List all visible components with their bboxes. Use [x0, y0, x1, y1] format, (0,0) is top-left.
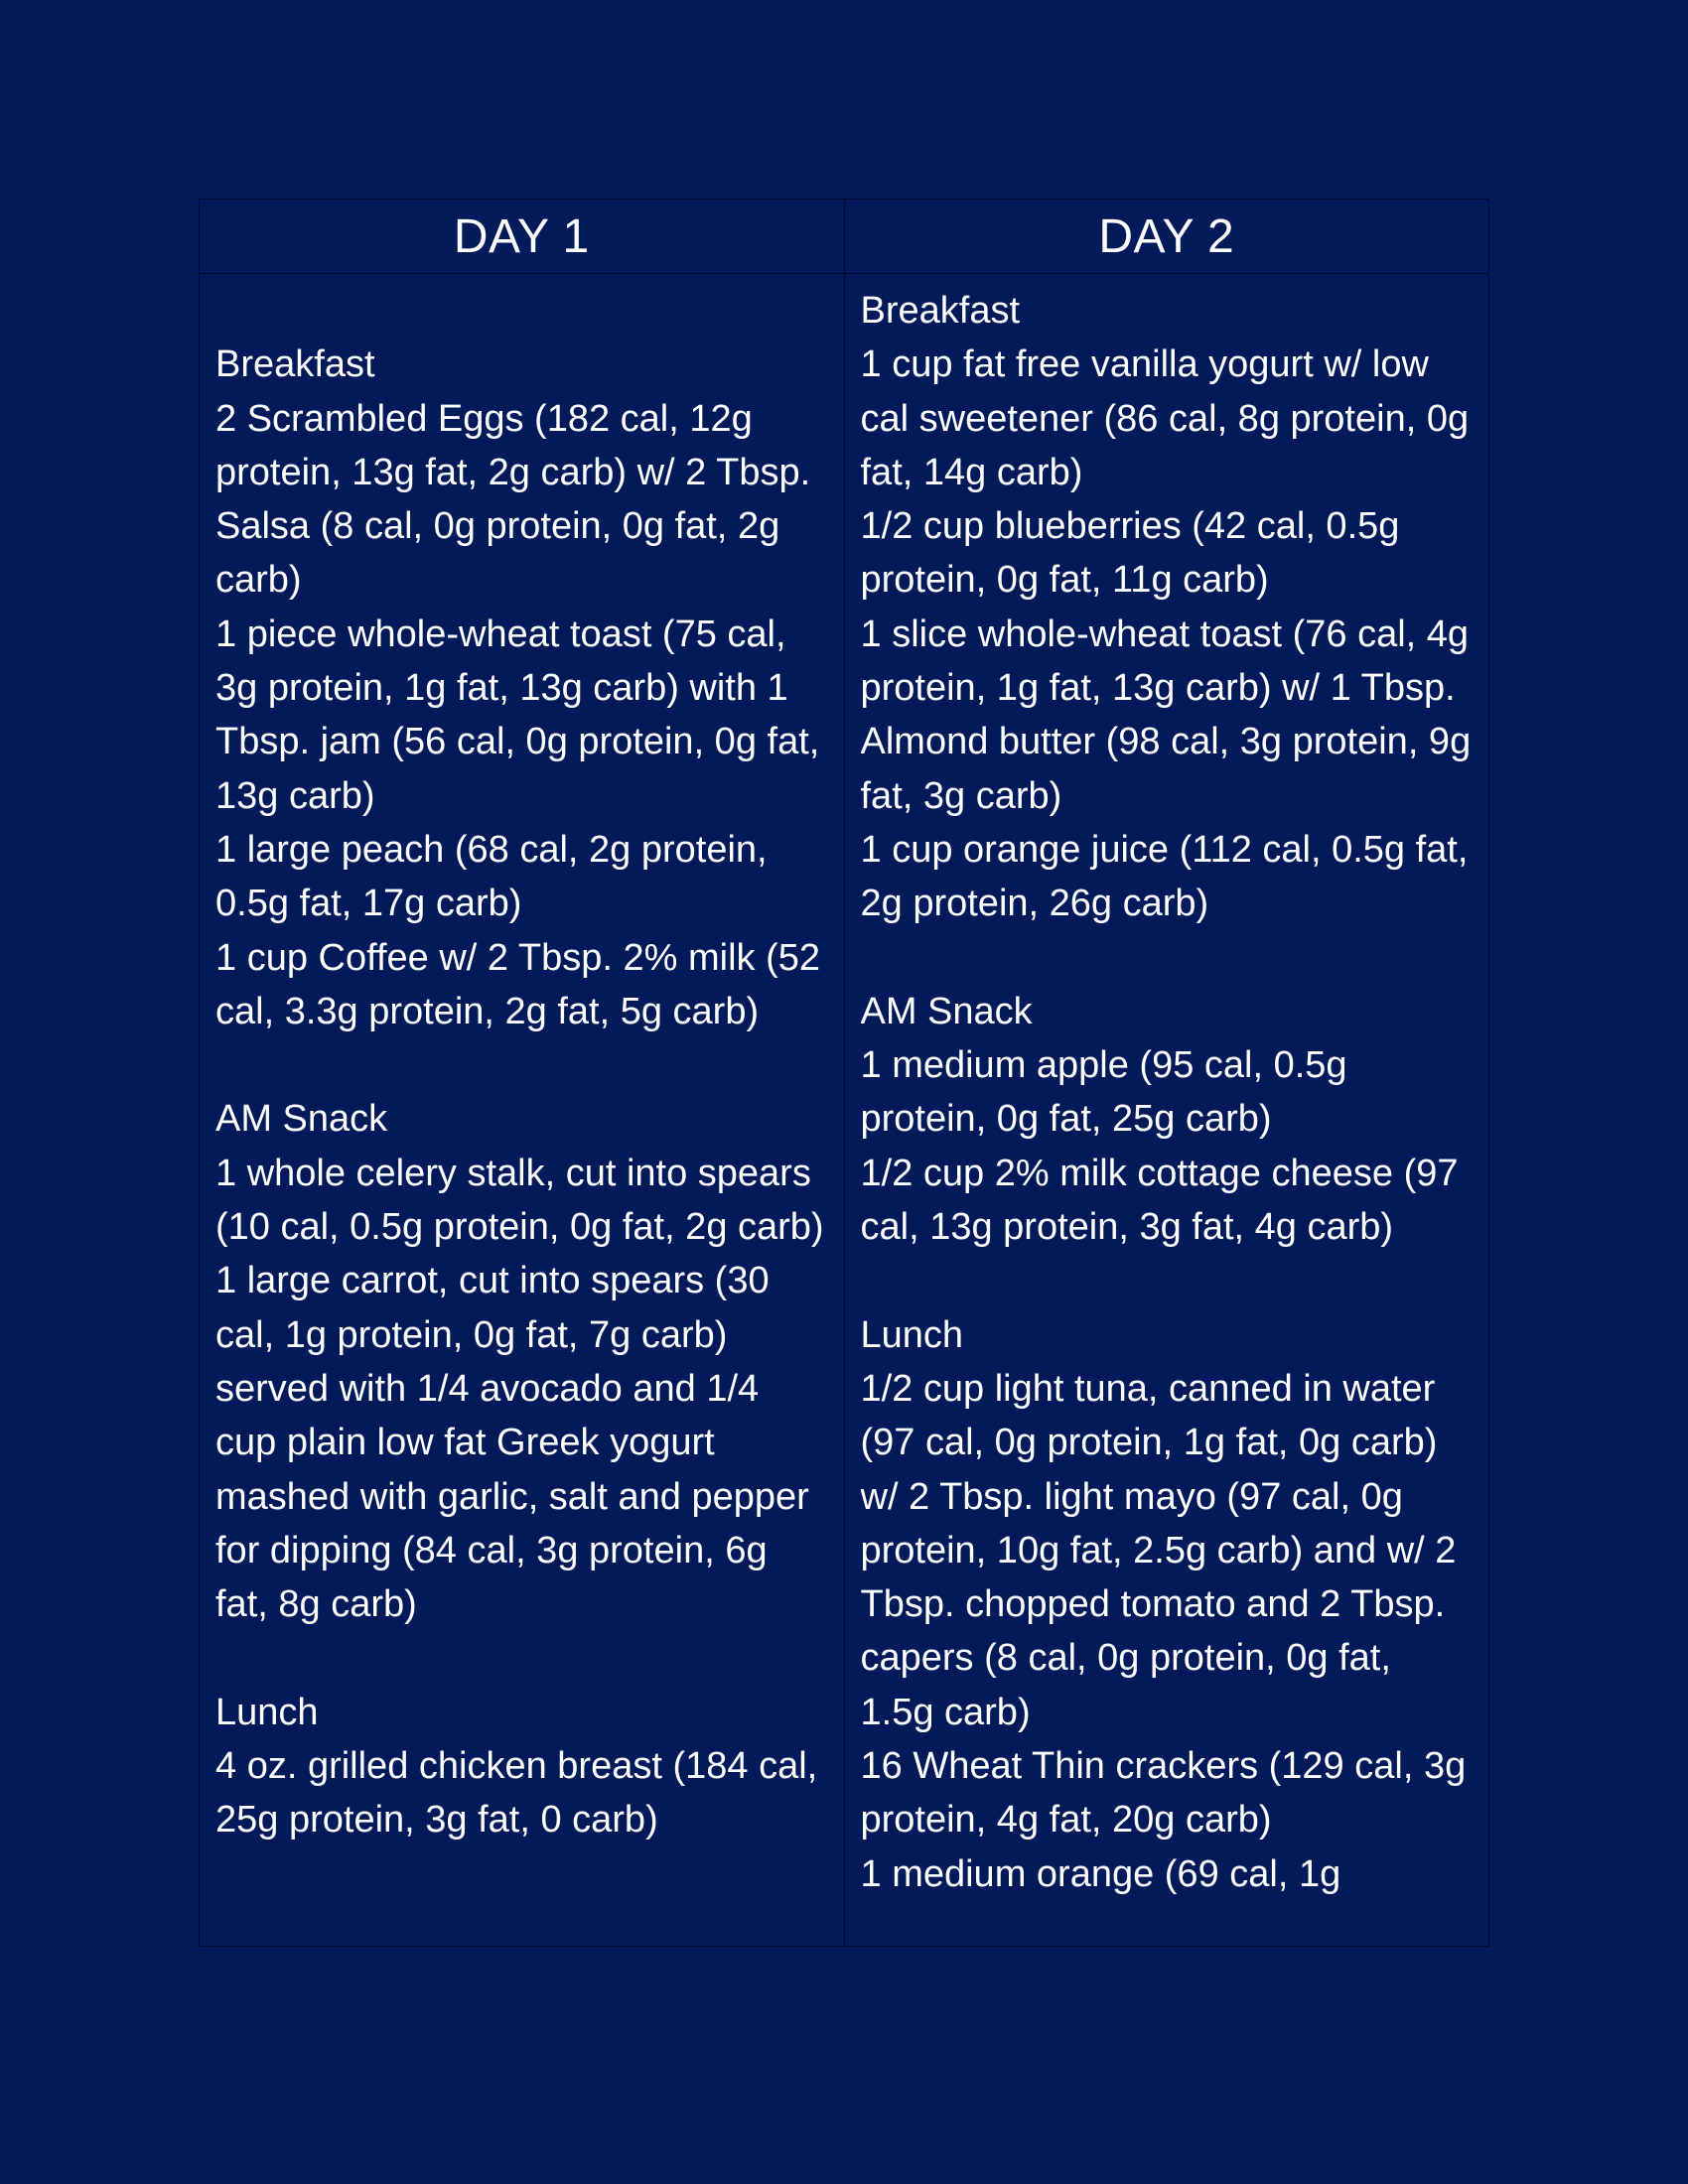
section-heading-am-snack: AM Snack	[215, 1098, 388, 1141]
meal-item: 1/2 cup blueberries (42 cal, 0.5g protein, 0g fat, 11g carb)	[860, 505, 1400, 602]
meal-plan-table	[199, 199, 1489, 1947]
day-2-header: DAY 2	[844, 200, 1489, 274]
section-heading-am-snack: AM Snack	[860, 990, 1033, 1032]
meal-item: 1 slice whole-wheat toast (76 cal, 4g protein, 1g fat, 13g carb) w/ 1 Tbsp. Almond butter (98 cal, 3g protein, 9g fat, 3g carb)	[860, 613, 1472, 817]
day-2-cell	[844, 274, 1489, 1947]
section-heading-lunch: Lunch	[860, 1313, 964, 1356]
day-1-cell	[200, 274, 845, 1947]
meal-item: 4 oz. grilled chicken breast (184 cal, 25g protein, 3g fat, 0 carb)	[215, 1745, 818, 1842]
day-2-content	[861, 284, 1474, 1939]
meal-item: 1 whole celery stalk, cut into spears (10 cal, 0.5g protein, 0g fat, 2g carb)	[215, 1152, 824, 1249]
section-heading-lunch: Lunch	[215, 1691, 319, 1733]
day-1-header: DAY 1	[200, 200, 845, 274]
meal-item: 1 cup fat free vanilla yogurt w/ low cal sweetener (86 cal, 8g protein, 0g fat, 14g carb)	[860, 343, 1470, 493]
spacer	[215, 1038, 828, 1092]
section-heading-breakfast: Breakfast	[215, 343, 375, 386]
meal-item: 1 cup orange juice (112 cal, 0.5g fat, 2g protein, 26g carb)	[860, 828, 1469, 925]
meal-item: 1 medium apple (95 cal, 0.5g protein, 0g fat, 25g carb)	[860, 1044, 1347, 1141]
meal-item: 1 large peach (68 cal, 2g protein, 0.5g fat, 17g carb)	[215, 828, 768, 925]
meal-item: 1/2 cup 2% milk cottage cheese (97 cal, 13g protein, 3g fat, 4g carb)	[860, 1152, 1459, 1249]
meal-item: 1 piece whole-wheat toast (75 cal, 3g protein, 1g fat, 13g carb) with 1 Tbsp. jam (56 cal, 0g protein, 0g fat, 13g carb)	[215, 613, 820, 817]
meal-item: 1 cup Coffee w/ 2 Tbsp. 2% milk (52 cal, 3.3g protein, 2g fat, 5g carb)	[215, 936, 821, 1032]
spacer	[215, 1631, 828, 1685]
section-heading-breakfast: Breakfast	[860, 290, 1021, 332]
spacer	[215, 284, 828, 338]
spacer	[861, 931, 1474, 985]
content-row	[200, 274, 1489, 1947]
spacer	[861, 1254, 1474, 1307]
day-1-content	[215, 284, 828, 1939]
meal-item: 1 large carrot, cut into spears (30 cal, 1g protein, 0g fat, 7g carb) served with 1/4 avocado and 1/4 cup plain low fat Greek yogurt mashed with garlic, salt and pepper for dipping (84 cal, 3g protein, 6g fat, 8g carb)	[215, 1260, 809, 1626]
meal-item: 16 Wheat Thin crackers (129 cal, 3g protein, 4g fat, 20g carb)	[860, 1745, 1467, 1842]
meal-item: 2 Scrambled Eggs (182 cal, 12g protein, 13g fat, 2g carb) w/ 2 Tbsp. Salsa (8 cal, 0g protein, 0g fat, 2g carb)	[215, 397, 811, 602]
meal-item: 1/2 cup light tuna, canned in water (97 cal, 0g protein, 1g fat, 0g carb) w/ 2 Tbsp. light mayo (97 cal, 0g protein, 10g fat, 2.5g carb) and w/ 2 Tbsp. chopped tomato and 2 Tbsp. capers (8 cal, 0g protein, 0g fat, 1.5g carb)	[860, 1367, 1457, 1733]
meal-item: 1 medium orange (69 cal, 1g	[860, 1852, 1341, 1895]
header-row	[200, 200, 1489, 274]
